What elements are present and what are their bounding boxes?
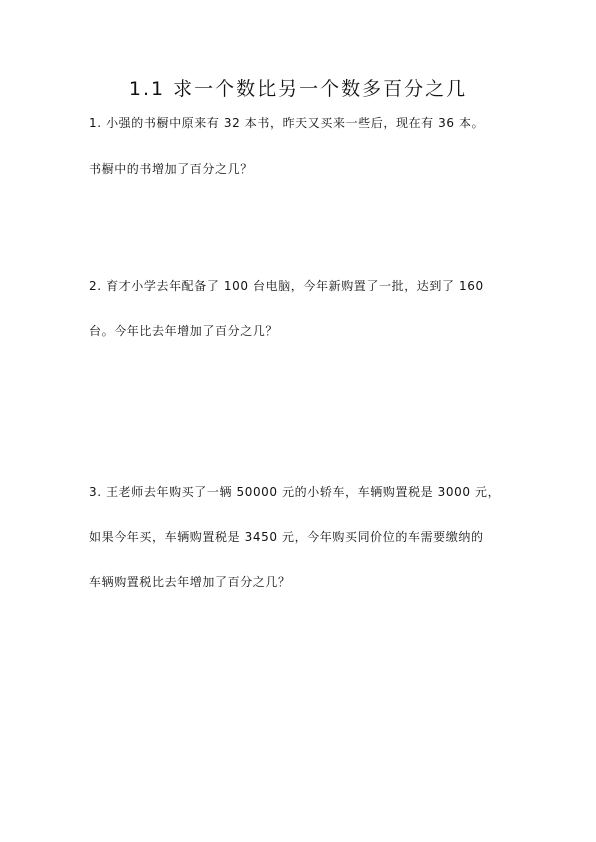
question-2-line-1: 2. 育才小学去年配备了 100 台电脑，今年新购置了一批，达到了 160 (89, 279, 484, 293)
question-1-line-2: 书橱中的书增加了百分之几？ (89, 162, 253, 176)
question-3-line-2: 如果今年买，车辆购置税是 3450 元，今年购买同价位的车需要缴纳的 (89, 530, 484, 544)
question-3-line-3: 车辆购置税比去年增加了百分之几？ (89, 575, 291, 589)
question-3-line-1: 3. 王老师去年购买了一辆 50000 元的小轿车，车辆购置税是 3000 元， (89, 485, 501, 499)
question-2-line-2: 台。今年比去年增加了百分之几？ (89, 324, 279, 338)
page-title: 1.1 求一个数比另一个数多百分之几 (128, 78, 468, 100)
question-1-line-1: 1. 小强的书橱中原来有 32 本书，昨天又买来一些后，现在有 36 本。 (89, 116, 485, 130)
